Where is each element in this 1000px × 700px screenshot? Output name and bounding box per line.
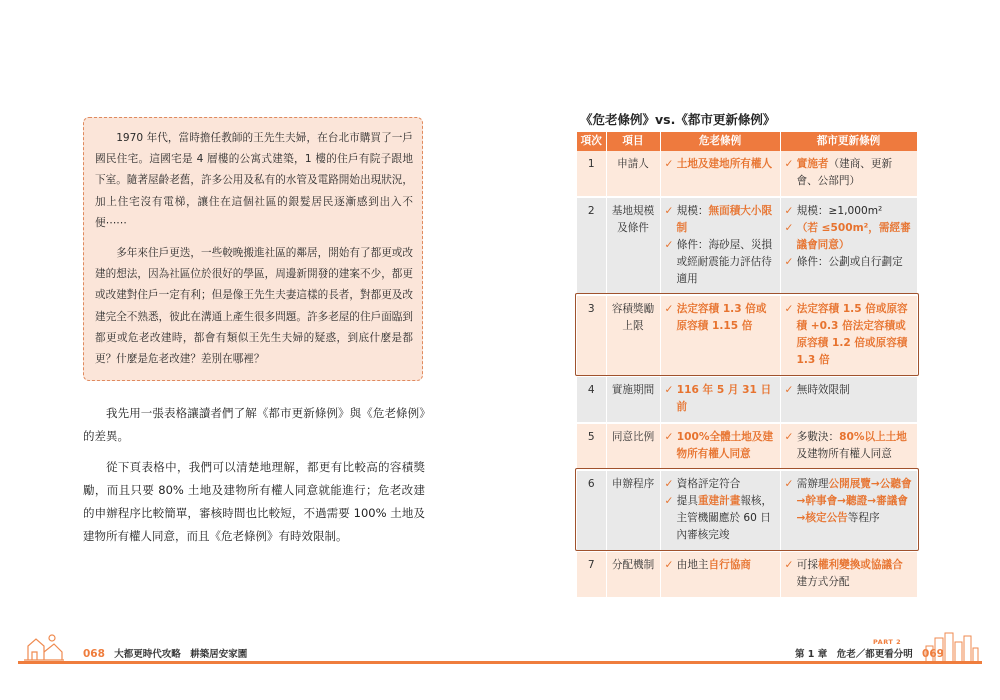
cell-line (785, 382, 913, 399)
row-item-line: 申辦程序 (611, 478, 655, 490)
check-icon: ✓ (784, 384, 797, 396)
cell-text: 80%以上土地 (839, 431, 907, 443)
cell-line (785, 203, 913, 220)
cell-text: 條件：海砂屋、災損或經耐震能力評估待適用 (676, 239, 773, 285)
right-page-number: 069 (922, 648, 944, 660)
header-item: 項目 (606, 132, 660, 151)
row-item (606, 470, 660, 551)
cell-text: 無時效限制 (796, 384, 850, 396)
table-row (577, 470, 917, 551)
city-skyline-icon (924, 632, 980, 662)
cell-text: 100%全體土地及建物所有權人同意 (676, 431, 774, 460)
cell-line (785, 429, 913, 463)
row-number: 1 (577, 151, 606, 197)
check-icon: ✓ (664, 239, 677, 251)
row-number: 3 (577, 295, 606, 376)
story-box (83, 117, 423, 381)
cell-line (665, 493, 776, 544)
cell-line (785, 301, 913, 369)
row-item-line: 分配機制 (611, 559, 655, 571)
cell-text: 116 年 5 月 31 日前 (676, 384, 772, 413)
body-paragraph-1: 我先用一張表格讓讀者們了解《都市更新條例》與《危老條例》的差異。 (83, 406, 425, 443)
cell-text: 重建計畫 (697, 495, 741, 507)
cell-line (785, 476, 913, 527)
cell-line (665, 203, 776, 237)
urban-renewal-cell (780, 470, 917, 551)
row-item (606, 423, 660, 470)
cell-line (665, 429, 776, 463)
cell-text: 資格評定符合 (676, 478, 741, 490)
row-item-line: 實施期間 (611, 384, 655, 396)
check-icon: ✓ (784, 222, 797, 234)
weilao-cell (660, 151, 780, 197)
cell-text: 及建物所有權人同意 (796, 448, 892, 460)
weilao-cell (660, 470, 780, 551)
check-icon: ✓ (784, 559, 797, 571)
cell-text: 實施者 (796, 158, 829, 170)
urban-renewal-cell (780, 295, 917, 376)
house-doodle-icon (22, 630, 66, 662)
footer-right (795, 646, 944, 660)
table-title: 《危老條例》vs.《都市更新條例》 (580, 112, 776, 127)
cell-line (665, 382, 776, 416)
footer-left (83, 646, 247, 660)
cell-line (785, 557, 913, 591)
cell-line (665, 156, 776, 173)
check-icon: ✓ (664, 205, 677, 217)
table-row (577, 197, 917, 295)
cell-text: 等程序 (847, 512, 880, 524)
row-number: 4 (577, 376, 606, 423)
row-item (606, 295, 660, 376)
table-row (577, 423, 917, 470)
story-paragraph-2: 多年來住戶更迭，一些較晚搬進社區的鄰居，開始有了都更或改建的想法，因為社區位於很好的學區，周邊新開發的建案不少，都更或改建對住戶一定有利；但是像王先生夫妻這樣的長者，對都更及改建完全不熟悉，彼此在溝通上產生很多問題。許多老屋的住戶面臨到都更或危老改建時，都會有類似王先生夫婦的疑惑，到底什麼是都更？什麼是危老改建？差別在哪裡？ (95, 247, 413, 366)
cell-text: 自行協商 (708, 559, 751, 571)
row-number: 6 (577, 470, 606, 551)
row-item-line: 申請人 (617, 158, 649, 170)
check-icon: ✓ (664, 158, 677, 170)
cell-text: 規模：≥1,000m² (796, 205, 883, 217)
cell-text: 建方式分配 (796, 576, 850, 588)
cell-text: 規模： (676, 205, 709, 217)
right-running-title: 第 1 章 危老／都更看分明 (795, 649, 913, 660)
weilao-cell (660, 376, 780, 423)
check-icon: ✓ (784, 431, 797, 443)
cell-text: 法定容積 1.3 倍或原容積 1.15 倍 (676, 303, 767, 332)
cell-text: 條件：公劃或自行劃定 (796, 256, 903, 268)
cell-text: 土地及建地所有權人 (676, 158, 773, 170)
row-number: 2 (577, 197, 606, 295)
table-row (577, 376, 917, 423)
check-icon: ✓ (784, 478, 797, 490)
urban-renewal-cell (780, 151, 917, 197)
check-icon: ✓ (664, 495, 677, 507)
weilao-cell (660, 551, 780, 598)
header-weilao: 危老條例 (660, 132, 780, 151)
table-row (577, 151, 917, 197)
row-item-line: 及條件 (617, 222, 649, 234)
check-icon: ✓ (784, 205, 797, 217)
cell-line (785, 220, 913, 254)
left-running-title: 大都更時代攻略 耕築居安家園 (114, 649, 248, 660)
row-number: 7 (577, 551, 606, 598)
cell-line (785, 254, 913, 271)
weilao-cell (660, 197, 780, 295)
check-icon: ✓ (784, 303, 797, 315)
cell-line (665, 301, 776, 335)
row-item-line: 基地規模 (611, 205, 655, 217)
row-item (606, 197, 660, 295)
cell-text: 由地主 (676, 559, 709, 571)
urban-renewal-cell (780, 423, 917, 470)
cell-line (665, 237, 776, 288)
cell-text: 需辦理 (796, 478, 829, 490)
row-item (606, 376, 660, 423)
urban-renewal-cell (780, 197, 917, 295)
table-header-row (577, 132, 917, 151)
row-item (606, 551, 660, 598)
row-item-line: 上限 (622, 320, 644, 332)
check-icon: ✓ (664, 431, 677, 443)
urban-renewal-cell (780, 376, 917, 423)
weilao-cell (660, 295, 780, 376)
story-paragraph-1: 1970 年代，當時擔任教師的王先生夫婦，在台北市購買了一戶國民住宅。這國宅是 4 層樓的公寓式建築，1 樓的住戶有院子跟地下室。隨著屋齡老舊，許多公用及私有的水管及電路開始出現狀況，加上住宅沒有電梯，讓住在這個社區的銀髮居民逐漸感到出入不便⋯⋯ (95, 132, 413, 229)
header-num: 項次 (577, 132, 606, 151)
check-icon: ✓ (784, 158, 797, 170)
check-icon: ✓ (664, 303, 677, 315)
cell-text: 報核，主管機關應於 60 日內審核完竣 (676, 495, 773, 541)
row-item-line: 容積獎勵 (611, 303, 655, 315)
cell-line (665, 476, 776, 493)
check-icon: ✓ (784, 256, 797, 268)
row-item-line: 同意比例 (611, 431, 655, 443)
cell-text: 可採 (796, 559, 818, 571)
weilao-cell (660, 423, 780, 470)
part-label: PART 2 (873, 638, 902, 646)
header-urban-renewal: 都市更新條例 (780, 132, 917, 151)
cell-text: （若 ≤500m²，需經審議會同意） (796, 222, 911, 251)
table-row (577, 295, 917, 376)
body-paragraph-2: 從下頁表格中，我們可以清楚地理解，都更有比較高的容積獎勵，而且只要 80% 土地及建物所有權人同意就能進行；危老改建的申辦程序比較簡單，審核時間也比較短，不過需要 100% 土地及建物所有權人同意，而且《危老條例》有時效限制。 (83, 460, 425, 543)
footer-rule (18, 661, 982, 664)
check-icon: ✓ (664, 478, 677, 490)
cell-text: 權利變換或協議合 (817, 559, 903, 571)
cell-text: （建商、更新會、公部門） (796, 158, 893, 187)
cell-text: 提具 (676, 495, 698, 507)
left-page-number: 068 (83, 648, 105, 660)
cell-line (665, 557, 776, 574)
cell-text: 公開展覽→公聽會→幹事會→聽證→審議會→核定公告 (796, 478, 912, 524)
comparison-table (577, 132, 918, 599)
urban-renewal-cell (780, 551, 917, 598)
row-item (606, 151, 660, 197)
cell-text: 無面積大小限制 (676, 205, 773, 234)
cell-text: 法定容積 1.5 倍或原容積 +0.3 倍法定容積或原容積 1.2 倍或原容積 1.3 倍 (796, 303, 908, 366)
check-icon: ✓ (664, 559, 677, 571)
cell-text: 多數決： (796, 431, 840, 443)
cell-line (785, 156, 913, 190)
row-number: 5 (577, 423, 606, 470)
check-icon: ✓ (664, 384, 677, 396)
table-row (577, 551, 917, 598)
